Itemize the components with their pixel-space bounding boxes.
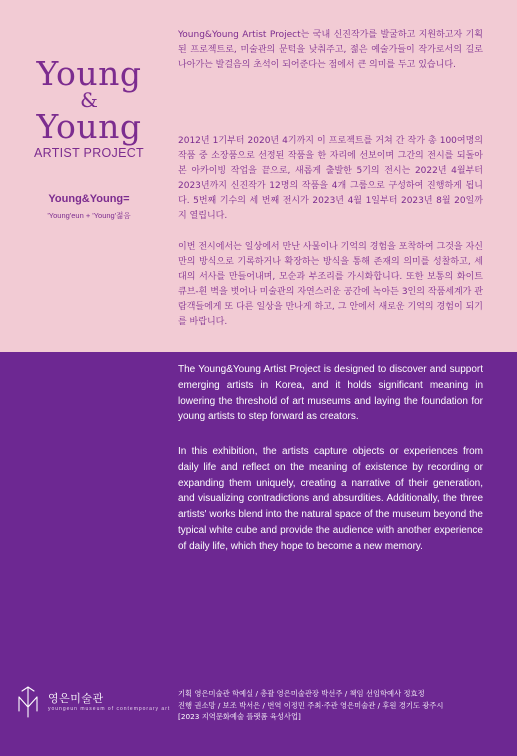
english-paragraph-1: The Young&Young Artist Project is designed to discover and support emerging artists in Korea, and it holds significant meaning in lowering the threshold of art museums and laying the foundation for young artists to step forward as creators.	[178, 364, 483, 423]
museum-logo-icon	[16, 685, 40, 719]
logo-subtitle: ARTIST PROJECT	[33, 146, 144, 160]
credits-line: 진행 권소망 / 보조 박서은 / 번역 이정민 주최·주관 영은미술관 / 후원 경기도 광주시	[178, 700, 444, 710]
definition-note: 'Young'eun + 'Young'젊음	[47, 211, 131, 220]
definition-term: Young&Young=	[48, 193, 130, 205]
korean-paragraph-2: 2012년 1기부터 2020년 4기까지 이 프로젝트를 거쳐 간 작가 총 100여명의 작품 중 소장품으로 선정된 작품을 한 자리에 선보이며 그간의 전시를 되돌아본 아카이빙 작업을 끝으로, 새롭게 출발한 5기의 전시는 2022년 4월부터 2023년까지 신진작가 12명의 작품을 4개 그룹으로 구성하여 진행하게 됩니다. 5번째 기수의 세 번째 전시가 2023년 4월 1일부터 2023년 8월 20일까지 열립니다.	[178, 136, 483, 221]
logo-word-young-2: Young	[36, 107, 142, 146]
project-logo	[20, 54, 158, 146]
credits-line: 기획 영은미술관 학예실 / 총괄 영은미술관장 박선주 / 책임 선임학예사 정효정	[178, 689, 425, 698]
english-paragraph-2: In this exhibition, the artists capture objects or experiences from daily life and reflect on the meaning of existence by recording or expanding them uniquely, creating a narrative of their generation, and visualizing contradictions and absurdities. Additionally, the three artists' works blend into the natural space of the museum beyond the typical white cube and provide the audience with another experience of daily life, which they hope to become a new memory.	[178, 446, 483, 552]
korean-paragraph-3: 이번 전시에서는 일상에서 만난 사물이나 기억의 경험을 포착하여 그것을 자신만의 방식으로 기록하거나 확장하는 방식을 통해 존재의 의미를 성찰하고, 세대의 서사를 만들어내며, 모순과 부조리를 가시화합니다. 또한 보통의 화이트큐브-흰 벽을 벗어나 미술관의 자연스러운 공간에 녹아든 3인의 작품세계가 관람객들에게 또 다른 일상을 만나게 하고, 그 안에서 새로운 기억의 경험이 되기를 바랍니다.	[178, 242, 483, 327]
korean-paragraph-1: Young&Young Artist Project는 국내 신진작가를 발굴하고 지원하고자 기획된 프로젝트로, 미술관의 문턱을 낮춰주고, 젊은 예술가들이 작가로서의 길로 나아가는 발걸음의 초석이 되어준다는 점에서 큰 의미를 두고 있습니다.	[178, 30, 483, 70]
museum-name-english: youngeun museum of contemporary art	[48, 706, 171, 712]
logo-word-young-1: Young	[36, 54, 142, 93]
credits-block	[178, 688, 498, 723]
logo-ampersand: &	[80, 88, 98, 112]
credits-line: [2023 지역문화예술 플랫폼 육성사업]	[178, 712, 301, 721]
museum-name: 영은미술관	[48, 692, 104, 705]
